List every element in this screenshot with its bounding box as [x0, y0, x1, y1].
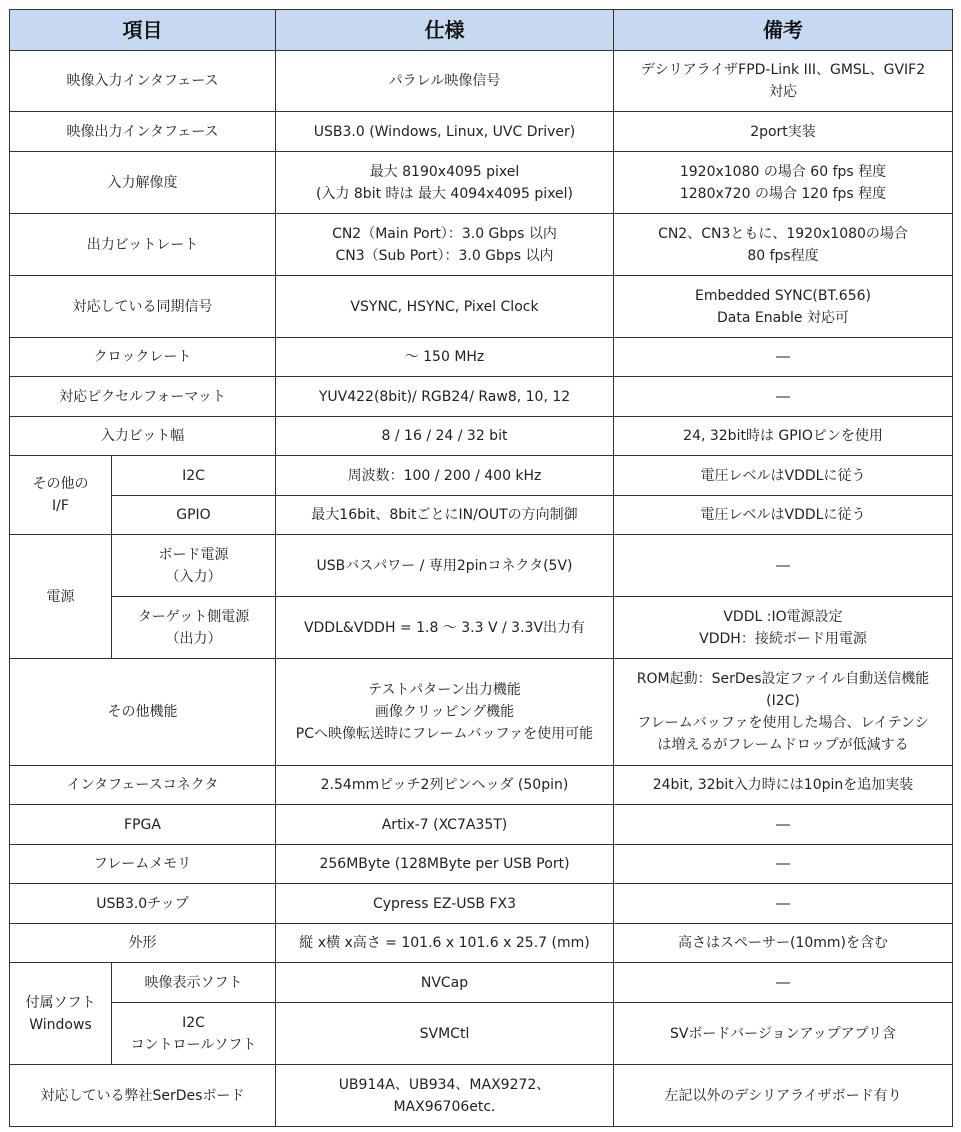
- spec-line: USBバスパワー / 専用2pinコネクタ(5V): [316, 557, 573, 574]
- item-cell: 入力ビット幅: [10, 417, 276, 456]
- spec-line: YUV422(8bit)/ RGB24/ Raw8, 10, 12: [318, 388, 571, 405]
- group-line: Windows: [29, 1016, 92, 1033]
- table-row: [10, 535, 953, 597]
- spec-cell: [276, 276, 614, 338]
- group-cell-power: [10, 535, 112, 659]
- spec-line: 256MByte (128MByte per USB Port): [319, 856, 570, 872]
- header-row: [10, 10, 953, 51]
- table-row: [10, 214, 953, 276]
- note-cell: [614, 884, 953, 924]
- spec-line: (入力 8bit 時は 最大 4094x4095 pixel): [315, 185, 574, 202]
- note-cell: [614, 496, 953, 535]
- note-line: デシリアライザFPD-Link III、GMSL、GVIF2: [640, 62, 926, 78]
- note-cell: [614, 112, 953, 152]
- group-line: その他の: [32, 476, 89, 492]
- note-cell: [614, 456, 953, 496]
- note-cell: [614, 845, 953, 884]
- note-line: ―: [776, 895, 790, 912]
- note-line: 80 fps程度: [747, 247, 819, 264]
- sub-item-line: ボード電源: [158, 546, 229, 563]
- table-row: [10, 276, 953, 338]
- table-row: [10, 112, 953, 152]
- table-row: [10, 963, 953, 1003]
- spec-line: テストパターン出力機能: [368, 682, 521, 698]
- note-line: 高さはスペーサー(10mm)を含む: [677, 935, 888, 951]
- sub-item-cell: [112, 535, 276, 597]
- spec-cell: [276, 112, 614, 152]
- sub-item-line: 映像表示ソフト: [144, 974, 243, 991]
- note-line: ―: [776, 349, 790, 365]
- note-cell: [614, 338, 953, 377]
- table-row: [10, 1065, 953, 1127]
- note-line: ―: [776, 816, 790, 833]
- note-cell: [614, 377, 953, 417]
- note-line: 1280x720 の場合 120 fps 程度: [679, 185, 887, 202]
- item-cell: フレームメモリ: [10, 845, 276, 884]
- spec-cell: [276, 496, 614, 535]
- sub-item-cell: [112, 1003, 276, 1065]
- note-cell: [614, 766, 953, 805]
- spec-line: VDDL&VDDH = 1.8 ～ 3.3 V / 3.3V出力有: [303, 619, 586, 636]
- note-cell: [614, 805, 953, 845]
- table-row: [10, 845, 953, 884]
- group-cell-software: [10, 963, 112, 1065]
- note-line: CN2、CN3ともに、1920x1080の場合: [658, 225, 908, 242]
- spec-cell: [276, 845, 614, 884]
- note-line: VDDL :IO電源設定: [723, 608, 843, 625]
- spec-cell: [276, 377, 614, 417]
- spec-line: PCへ映像転送時にフレームバッファを使用可能: [295, 726, 594, 742]
- note-line: フレームバッファを使用した場合、レイテンシ: [637, 715, 929, 731]
- spec-cell: [276, 152, 614, 214]
- spec-line: SVMCtl: [419, 1025, 470, 1042]
- table-row: [10, 496, 953, 535]
- item-cell: 入力解像度: [10, 152, 276, 214]
- spec-line: UB914A、UB934、MAX9272、: [338, 1076, 551, 1093]
- sub-item-line: ターゲット側電源: [137, 608, 250, 625]
- note-cell: [614, 924, 953, 963]
- spec-table: [9, 9, 953, 1127]
- note-line: 左記以外のデシリアライザボード有り: [664, 1087, 902, 1104]
- note-line: Data Enable 対応可: [716, 309, 849, 326]
- spec-line: 最大16bit、8bitごとにIN/OUTの方向制御: [311, 507, 578, 523]
- item-cell: 外形: [10, 924, 276, 963]
- note-cell: [614, 214, 953, 276]
- table-row: [10, 805, 953, 845]
- note-line: 電圧レベルはVDDLに従う: [700, 467, 866, 484]
- sub-item-cell: [112, 456, 276, 496]
- item-cell: USB3.0チップ: [10, 884, 276, 924]
- table-row: [10, 1003, 953, 1065]
- note-cell: [614, 1065, 953, 1127]
- item-cell: 対応している弊社SerDesボード: [10, 1065, 276, 1127]
- table-row: [10, 338, 953, 377]
- spec-line: 最大 8190x4095 pixel: [369, 163, 520, 180]
- spec-line: VSYNC, HSYNC, Pixel Clock: [350, 298, 539, 315]
- sub-item-line: I2C: [182, 467, 205, 484]
- header-spec: 仕様: [276, 10, 614, 51]
- sub-item-line: （出力）: [165, 630, 222, 647]
- note-line: 24bit, 32bit入力時には10pinを追加実装: [652, 777, 914, 793]
- item-cell: FPGA: [10, 805, 276, 845]
- spec-line: NVCap: [420, 974, 469, 991]
- item-cell: 出力ビットレート: [10, 214, 276, 276]
- header-note: 備考: [614, 10, 953, 51]
- spec-cell: [276, 338, 614, 377]
- sub-item-cell: [112, 597, 276, 659]
- group-cell-other-if: [10, 456, 112, 535]
- table-row: [10, 417, 953, 456]
- sub-item-cell: [112, 496, 276, 535]
- group-line: 付属ソフト: [25, 994, 96, 1011]
- spec-cell: [276, 884, 614, 924]
- note-line: Embedded SYNC(BT.656): [695, 287, 871, 304]
- note-line: 24, 32bit時は GPIOピンを使用: [683, 428, 883, 444]
- spec-cell: [276, 456, 614, 496]
- sub-item-line: （入力）: [165, 568, 222, 585]
- table-row: [10, 152, 953, 214]
- note-cell: [614, 152, 953, 214]
- group-line: I/F: [52, 498, 69, 514]
- table-row: [10, 766, 953, 805]
- note-cell: [614, 417, 953, 456]
- item-cell: 対応ピクセルフォーマット: [10, 377, 276, 417]
- note-line: ―: [776, 856, 790, 872]
- item-cell: 映像入力インタフェース: [10, 51, 276, 112]
- note-cell: [614, 963, 953, 1003]
- item-cell: 対応している同期信号: [10, 276, 276, 338]
- note-line: は増えるがフレームドロップが低減する: [657, 737, 909, 753]
- spec-line: パラレル映像信号: [388, 73, 501, 89]
- table-row: [10, 377, 953, 417]
- note-line: VDDH：接続ボード用電源: [699, 630, 867, 647]
- note-line: ROM起動：SerDes設定ファイル自動送信機能: [636, 671, 930, 687]
- header-item: 項目: [10, 10, 276, 51]
- spec-line: 2.54mmピッチ2列ピンヘッダ (50pin): [320, 777, 569, 793]
- table-row: [10, 456, 953, 496]
- spec-line: 周波数：100 / 200 / 400 kHz: [347, 467, 542, 484]
- table-row: [10, 924, 953, 963]
- spec-cell: [276, 963, 614, 1003]
- spec-cell: [276, 805, 614, 845]
- spec-cell: [276, 51, 614, 112]
- sub-item-line: I2C: [182, 1014, 205, 1031]
- spec-cell: [276, 766, 614, 805]
- spec-line: MAX96706etc.: [393, 1098, 496, 1115]
- sub-item-cell: [112, 963, 276, 1003]
- spec-line: 縦 x横 x高さ = 101.6 x 101.6 x 25.7 (mm): [299, 935, 590, 951]
- note-line: ―: [776, 557, 790, 574]
- item-cell: 映像出力インタフェース: [10, 112, 276, 152]
- spec-cell: [276, 924, 614, 963]
- spec-line: CN3（Sub Port）：3.0 Gbps 以内: [335, 247, 554, 264]
- spec-line: 8 / 16 / 24 / 32 bit: [381, 428, 508, 444]
- spec-cell: [276, 535, 614, 597]
- table-row: [10, 597, 953, 659]
- spec-cell: [276, 659, 614, 766]
- table-row: [10, 659, 953, 766]
- note-line: 対応: [769, 84, 797, 100]
- item-cell: その他機能: [10, 659, 276, 766]
- item-cell: クロックレート: [10, 338, 276, 377]
- note-line: SVボードバージョンアップアプリ含: [669, 1025, 897, 1042]
- note-cell: [614, 51, 953, 112]
- spec-line: USB3.0 (Windows, Linux, UVC Driver): [313, 123, 576, 140]
- spec-line: Artix-7 (XC7A35T): [381, 816, 508, 833]
- item-cell: インタフェースコネクタ: [10, 766, 276, 805]
- note-line: ―: [776, 974, 790, 991]
- note-cell: [614, 597, 953, 659]
- note-cell: [614, 276, 953, 338]
- note-cell: [614, 1003, 953, 1065]
- note-line: ―: [776, 388, 790, 405]
- note-line: 1920x1080 の場合 60 fps 程度: [679, 163, 887, 180]
- spec-line: 画像クリッピング機能: [374, 704, 515, 720]
- spec-line: Cypress EZ-USB FX3: [372, 895, 517, 912]
- spec-cell: [276, 1065, 614, 1127]
- spec-cell: [276, 417, 614, 456]
- spec-line: ～ 150 MHz: [404, 349, 485, 365]
- spec-cell: [276, 1003, 614, 1065]
- sub-item-line: コントロールソフト: [130, 1036, 257, 1053]
- table-row: [10, 884, 953, 924]
- table-row: [10, 51, 953, 112]
- note-line: 2port実装: [750, 123, 816, 140]
- note-cell: [614, 535, 953, 597]
- spec-cell: [276, 597, 614, 659]
- note-cell: [614, 659, 953, 766]
- group-line: 電源: [46, 588, 75, 605]
- note-line: (I2C): [766, 693, 800, 709]
- sub-item-line: GPIO: [176, 507, 211, 523]
- note-line: 電圧レベルはVDDLに従う: [700, 507, 866, 523]
- spec-line: CN2（Main Port）：3.0 Gbps 以内: [332, 225, 557, 242]
- spec-cell: [276, 214, 614, 276]
